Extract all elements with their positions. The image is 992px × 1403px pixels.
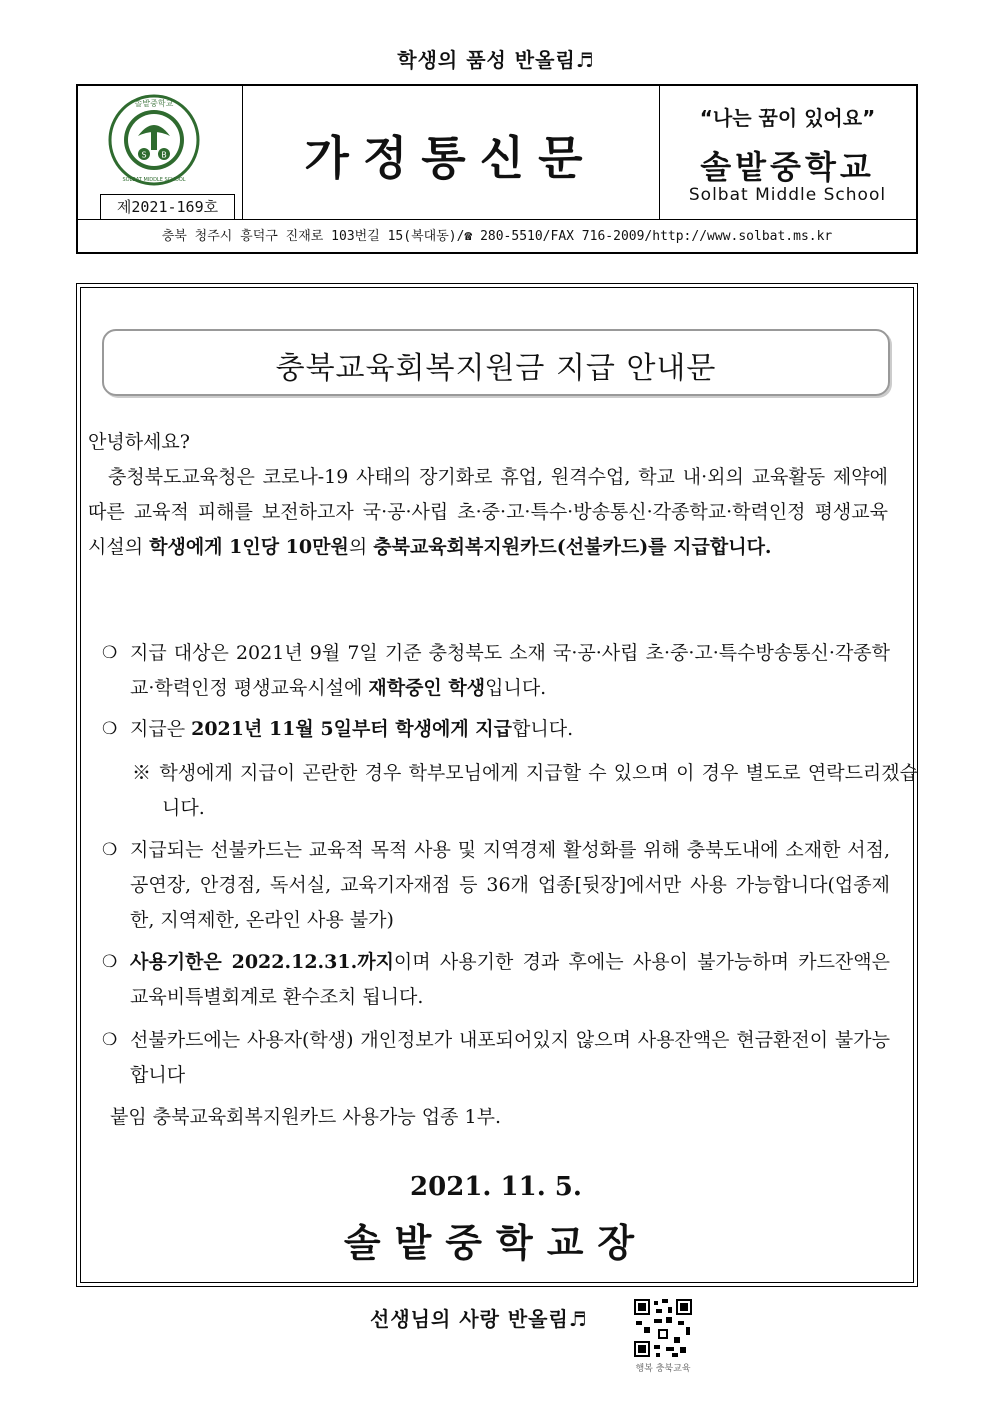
svg-text:솔밭중학교: 솔밭중학교 xyxy=(134,99,174,108)
issue-number: 제2021-169호 xyxy=(100,194,235,219)
top-motto: 학생의 품성 반올림♬ xyxy=(397,48,595,72)
notice-title-box xyxy=(102,329,890,396)
logo-cell xyxy=(78,86,243,219)
svg-text:B: B xyxy=(161,150,167,160)
intro-bold-1: 학생에게 1인당 10만원 xyxy=(149,536,349,558)
notice-title: 충북교육회복지원금 지급 안내문 xyxy=(275,351,717,386)
document-title: 가정통신문 xyxy=(304,131,597,185)
intro-paragraph xyxy=(88,460,888,565)
list-item: ❍ 사용기한은 2022.12.31.까지이며 사용기한 경과 후에는 사용이 불가능하며 카드잔액은 교육비특별회계로 환수조치 됩니다. xyxy=(102,945,890,1015)
intro-bold-2: 충북교육회복지원카드(선불카드)를 지급합니다. xyxy=(373,536,772,558)
list-item: ❍ 지급은 2021년 11월 5일부터 학생에게 지급합니다. xyxy=(102,712,890,747)
intro-text-2: 의 xyxy=(348,536,374,558)
circle-bullet-icon: ❍ xyxy=(102,643,118,663)
list-item: ❍ 지급되는 선불카드는 교육적 목적 사용 및 지역경제 활성화를 위해 충북도내에 소재한 서점, 공연장, 안경점, 독서실, 교육기자재점 등 36개 업종[뒷장]에서만 사용 가능합니다(업종제한, 지역제한, 온라인 사용 불가) xyxy=(102,833,890,938)
circle-bullet-icon: ❍ xyxy=(102,952,118,972)
list-item: ❍ 지급 대상은 2021년 9월 7일 기준 충청북도 소재 국·공·사립 초·중·고·특수방송통신·각종학교·학력인정 평생교육시설에 재학중인 학생입니다. xyxy=(102,636,890,706)
letterhead xyxy=(76,84,918,254)
principal-signature: 솔밭중학교장 xyxy=(343,1220,649,1265)
bottom-motto: 선생님의 사랑 반올림♬ xyxy=(370,1307,588,1331)
svg-text:S: S xyxy=(141,150,147,160)
school-logo xyxy=(108,94,200,186)
qr-code-icon[interactable] xyxy=(632,1297,694,1359)
school-name-korean: 솔밭중학교 xyxy=(700,148,875,186)
issue-date: 2021. 11. 5. xyxy=(410,1172,582,1202)
school-cell xyxy=(659,86,916,219)
attachment-line: 붙임 충북교육회복지원카드 사용가능 업종 1부. xyxy=(110,1106,502,1128)
list-item: ❍ 선불카드에는 사용자(학생) 개인정보가 내포되어있지 않으며 사용잔액은 현금환전이 불가능 합니다 xyxy=(102,1023,890,1093)
school-slogan: “나는 꿈이 있어요” xyxy=(699,106,876,130)
school-address: 충북 청주시 흥덕구 진재로 103번길 15(복대동)/☎ 280-5510/FAX 716-2009/http://www.solbat.ms.kr xyxy=(78,219,916,253)
circle-bullet-icon: ❍ xyxy=(102,1030,118,1050)
title-cell xyxy=(242,86,660,219)
payment-note: ※ 학생에게 지급이 곤란한 경우 학부모님에게 지급할 수 있으며 이 경우 별도로 연락드리겠습니다. xyxy=(132,762,918,819)
svg-text:SOLBAT MIDDLE SCHOOL: SOLBAT MIDDLE SCHOOL xyxy=(122,177,186,183)
circle-bullet-icon: ❍ xyxy=(102,719,118,739)
circle-bullet-icon: ❍ xyxy=(102,840,118,860)
qr-caption: 행복 충북교육 xyxy=(635,1364,691,1374)
intro-text-1: 충청북도교육청은 코로나-19 사태의 장기화로 휴업, 원격수업, 학교 내·외의 교육활동 제약에 따른 교육적 피해를 보전하고자 국·공·사립 초·중·고·특수·방송통신·각종학교·학력인정 평생교육시설의 xyxy=(88,466,888,558)
greeting: 안녕하세요? xyxy=(88,431,190,453)
school-name-english: Solbat Middle School xyxy=(688,185,887,205)
